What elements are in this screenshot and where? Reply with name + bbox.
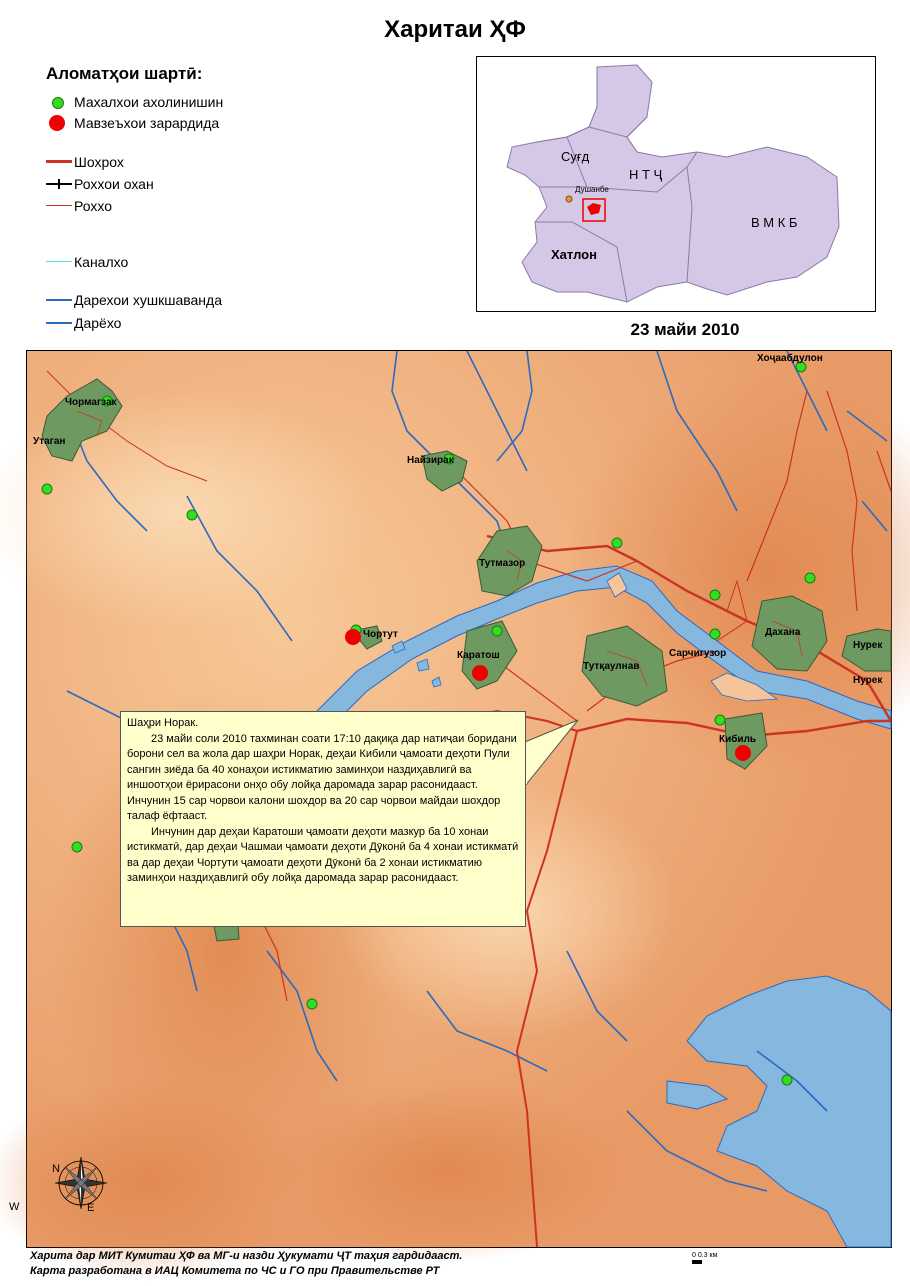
place-label: Дахана: [765, 627, 801, 638]
capital-label: Душанбе: [575, 185, 609, 194]
legend-item-settlements: [46, 93, 223, 111]
map-title: Харитаи ҲФ: [384, 16, 526, 43]
legend-label: Шохрох: [74, 154, 124, 170]
footer-credit-russian: Карта разработана в ИАЦ Комитета по ЧС и ГО при Правительстве РТ: [30, 1265, 440, 1277]
scale-bar: [692, 1252, 717, 1264]
legend-label: Мавзеъхои зарардида: [74, 115, 220, 131]
place-label: Чормагзак: [65, 397, 117, 408]
place-label: Нурек: [853, 640, 883, 651]
info-paragraph-2: Инчунин дар деҳаи Каратоши ҷамоати деҳоти мазкур ба 10 хонаи истикматӣ, дар деҳаи Чашмаи ҷамоати деҳоти Дӯконӣ ба 4 хонаи истикматӣ ва дар деҳаи Чортути ҷамоати деҳоти Дӯконӣ ба 2 хонаи истикматию заминҳои наздиҳавлигӣ обу лойқа даромада зарар расонидааст.: [127, 825, 519, 884]
footer-credit-tajik: Харита дар МИТ Кумитаи ҲФ ва МГ-и назди Ҳукумати ҶТ таҳия гардидааст.: [30, 1250, 463, 1262]
scale-label: 0 0.3 км: [692, 1252, 718, 1259]
legend-label: Роххои охан: [74, 176, 154, 192]
river-line-icon: [46, 322, 72, 324]
capital-marker-icon: [566, 196, 572, 202]
legend-title: Аломатҳои шартӣ:: [46, 64, 203, 83]
region-label-sughd: Суғд: [561, 149, 590, 164]
place-label: Кибиль: [719, 734, 757, 745]
red-dot-icon: [49, 115, 65, 131]
legend-label: Дарёхо: [74, 315, 122, 331]
road-line-icon: [46, 205, 72, 206]
green-dot-icon: [52, 97, 64, 109]
legend-label: Каналхо: [74, 254, 129, 270]
place-label: Хоҷаабдулон: [757, 353, 823, 364]
legend-item-road: [46, 197, 112, 215]
map-date: 23 майи 2010: [630, 320, 740, 339]
main-road-line-icon: [46, 160, 72, 163]
callout-pointer: [520, 718, 582, 788]
info-callout: [120, 711, 526, 927]
info-heading: Шаҳри Норак.: [127, 717, 199, 729]
place-label: Тутмазор: [479, 558, 526, 569]
dry-river-line-icon: [46, 299, 72, 301]
overview-inset-map: [476, 56, 876, 312]
legend-label: Дарехои хушкшаванда: [74, 292, 222, 308]
canal-line-icon: [46, 261, 72, 262]
inset-svg: [477, 57, 875, 311]
place-label: Нурек: [853, 675, 883, 686]
legend-item-dry-river: [46, 291, 222, 309]
compass-west-label: W: [9, 1201, 20, 1213]
place-label: Тутқаулнав: [583, 661, 640, 672]
place-label: Утаган: [33, 436, 66, 447]
place-label: Найзирак: [407, 455, 454, 466]
compass-east-label: E: [87, 1202, 95, 1214]
compass-north-label: N: [52, 1163, 60, 1175]
legend-item-railway: [46, 175, 154, 193]
region-label-ntj: Н Т Ҷ: [629, 167, 663, 182]
legend-item-canal: [46, 253, 128, 271]
legend-label: Роххо: [74, 198, 112, 214]
legend-item-main-road: [46, 153, 124, 171]
place-label: Каратош: [457, 650, 500, 661]
place-label: Чортут: [363, 629, 398, 640]
info-paragraph-1: 23 майи соли 2010 тахминан соати 17:10 дақиқа дар натиҷаи боридани борони сел ва жола дар шаҳри Норак, деҳаи Кибили ҷамоати деҳоти Пули сангин зиёда ба 40 хонаҳои истикматию заминҳои наздиҳавлигӣ ва иншоотҳои ёрирасони онҳо обу лойқа даромада зарар расонидааст. Инчунин 15 сар чорвои калони шохдор ва 20 сар чорвои майдаи шохдор талаф ёфтааст.: [127, 732, 517, 822]
place-label: Сарчигузор: [669, 648, 727, 659]
legend-item-damaged: [46, 114, 219, 132]
region-label-gbao: В М К Б: [751, 215, 798, 230]
legend-item-river: [46, 314, 121, 332]
legend-label: Махалхои ахолинишин: [74, 94, 224, 110]
region-label-khatlon: Хатлон: [551, 247, 597, 262]
